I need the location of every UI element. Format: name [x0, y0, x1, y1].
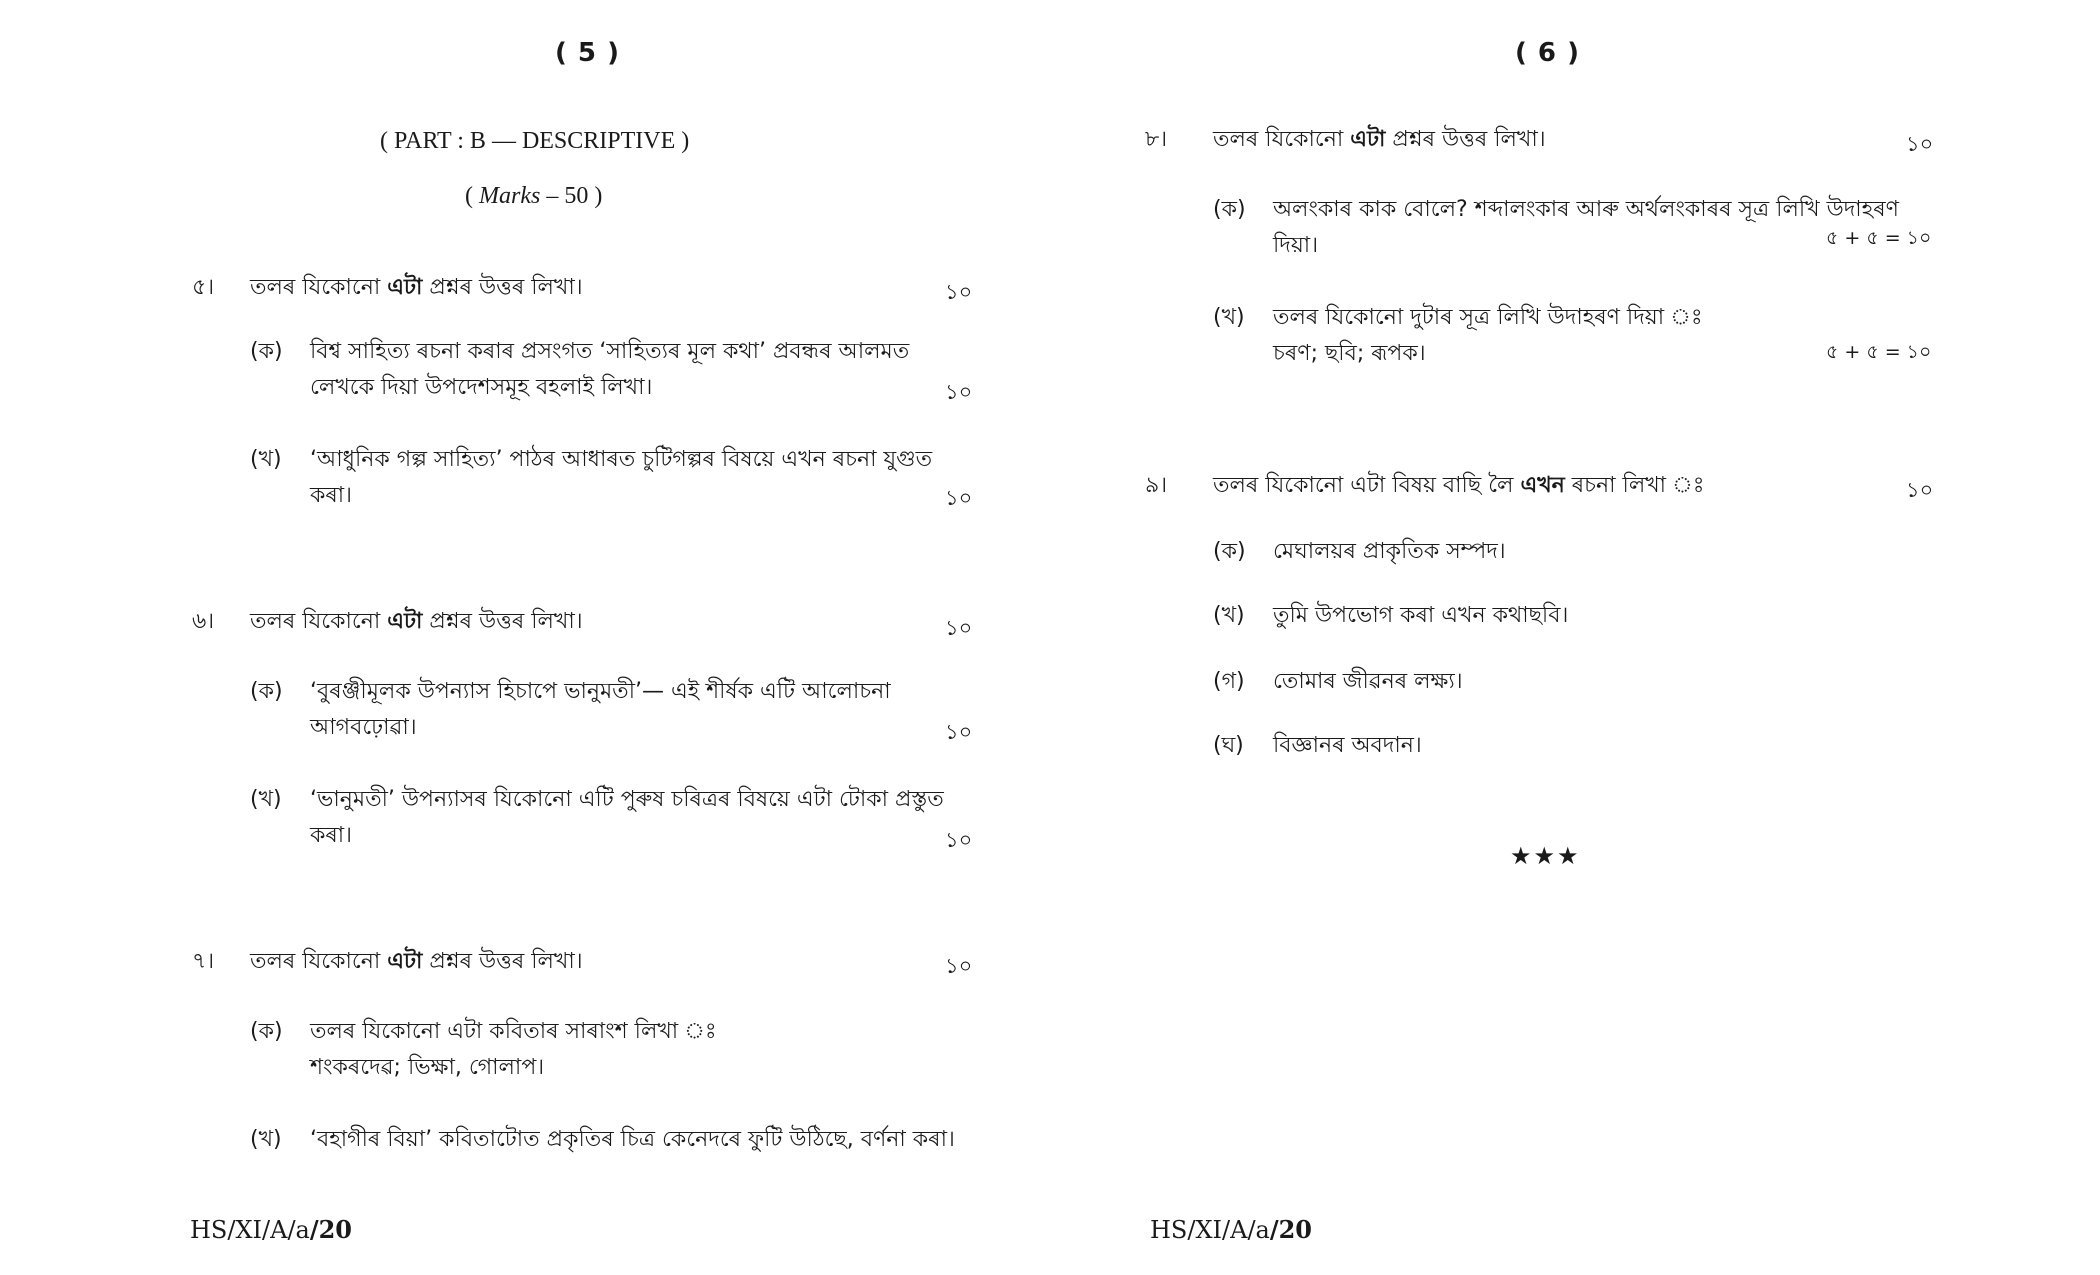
sub-label: (গ) [1213, 669, 1245, 694]
sub-text-line2: শংকৰদেৱ; ভিক্ষা, গোলাপ। [310, 1055, 545, 1080]
sub-text-line1: বিশ্ব সাহিত্য ৰচনা কৰাৰ প্ৰসংগত ‘সাহিত্যৰ মূল কথা’ প্ৰবন্ধৰ আলমত [310, 339, 910, 364]
question-marks: ১০ [1906, 132, 1934, 156]
sub-text-line2: আগবঢ়োৱা। [310, 715, 417, 740]
page-number: ( 6 ) [1515, 38, 1580, 68]
sub-marks: ৫ + ৫ = ১০ [1826, 341, 1932, 363]
part-heading: ( PART : B — DESCRIPTIVE ) [380, 128, 690, 154]
question-number: ৬। [192, 609, 215, 634]
paper-code: HS/XI/A/a/20 [190, 1215, 353, 1244]
sub-text-line1: অলংকাৰ কাক বোলে? শব্দালংকাৰ আৰু অৰ্থলংকাৰৰ সূত্ৰ লিখি উদাহৰণ [1273, 197, 1899, 222]
end-stars: ★★★ [1510, 842, 1581, 870]
sub-marks: ১০ [945, 828, 973, 852]
paper-code: HS/XI/A/a/20 [1150, 1215, 1313, 1244]
sub-text-line2: দিয়া। [1273, 233, 1319, 258]
sub-text: তোমাৰ জীৱনৰ লক্ষ্য। [1273, 669, 1463, 694]
page-number: ( 5 ) [555, 38, 620, 68]
question-marks: ১০ [1906, 478, 1934, 502]
sub-text-line1: ‘আধুনিক গল্প সাহিত্য’ পাঠৰ আধাৰত চুটিগল্পৰ বিষয়ে এখন ৰচনা যুগুত [310, 447, 933, 472]
marks-heading: ( Marks – 50 ) [465, 183, 603, 209]
sub-text-line1: তলৰ যিকোনো দুটাৰ সূত্ৰ লিখি উদাহৰণ দিয়া ঃ [1273, 305, 1703, 330]
question-marks: ১০ [945, 616, 973, 640]
sub-label: (খ) [250, 1127, 282, 1152]
question-number: ৭। [192, 949, 215, 974]
question-number: ৮। [1145, 127, 1168, 152]
sub-marks: ৫ + ৫ = ১০ [1826, 227, 1932, 249]
sub-text-line1: ‘ভানুমতী’ উপন্যাসৰ যিকোনো এটি পুৰুষ চৰিত্ৰৰ বিষয়ে এটা টোকা প্ৰস্তুত [310, 787, 944, 812]
page-6 [1050, 0, 2100, 1275]
question-text: তলৰ যিকোনো এটা প্ৰশ্নৰ উত্তৰ লিখা। [250, 609, 583, 634]
question-marks: ১০ [945, 280, 973, 304]
sub-label: (ক) [250, 1019, 283, 1044]
sub-label: (ক) [1213, 539, 1246, 564]
sub-text-line2: কৰা। [310, 823, 353, 848]
sub-label: (ঘ) [1213, 733, 1244, 758]
sub-marks: ১০ [945, 720, 973, 744]
sub-text-line1: ‘বহাগীৰ বিয়া’ কবিতাটোত প্ৰকৃতিৰ চিত্ৰ কেনেদৰে ফুটি উঠিছে, বৰ্ণনা কৰা। [310, 1127, 955, 1152]
question-number: ৫। [192, 275, 215, 300]
sub-text: মেঘালয়ৰ প্ৰাকৃতিক সম্পদ। [1273, 539, 1506, 564]
marks-label: Marks [479, 183, 541, 209]
sub-marks: ১০ [945, 380, 973, 404]
sub-label: (খ) [1213, 603, 1245, 628]
question-text: তলৰ যিকোনো এটা প্ৰশ্নৰ উত্তৰ লিখা। [250, 275, 583, 300]
sub-label: (খ) [1213, 305, 1245, 330]
question-text: তলৰ যিকোনো এটা বিষয় বাছি লৈ এখন ৰচনা লিখা ঃ [1213, 473, 1705, 498]
marks-value: – 50 [546, 183, 589, 209]
sub-label: (খ) [250, 787, 282, 812]
sub-text: তুমি উপভোগ কৰা এখন কথাছবি। [1273, 603, 1569, 628]
sub-label: (ক) [1213, 197, 1246, 222]
sub-text-line2: চৰণ; ছবি; ৰূপক। [1273, 341, 1426, 366]
sub-text-line2: কৰা। [310, 483, 353, 508]
sub-label: (খ) [250, 447, 282, 472]
sub-marks: ১০ [945, 486, 973, 510]
sub-label: (ক) [250, 339, 283, 364]
question-text: তলৰ যিকোনো এটা প্ৰশ্নৰ উত্তৰ লিখা। [250, 949, 583, 974]
sub-label: (ক) [250, 679, 283, 704]
sub-text-line1: ‘বুৰঞ্জীমূলক উপন্যাস হিচাপে ভানুমতী’— এই শীৰ্ষক এটি আলোচনা [310, 679, 891, 704]
sub-text: বিজ্ঞানৰ অবদান। [1273, 733, 1422, 758]
sub-text-line1: তলৰ যিকোনো এটা কবিতাৰ সাৰাংশ লিখা ঃ [310, 1019, 717, 1044]
question-text: তলৰ যিকোনো এটা প্ৰশ্নৰ উত্তৰ লিখা। [1213, 127, 1546, 152]
question-number: ৯। [1145, 473, 1168, 498]
question-marks: ১০ [945, 954, 973, 978]
sub-text-line2: লেখকে দিয়া উপদেশসমূহ বহলাই লিখা। [310, 375, 653, 400]
